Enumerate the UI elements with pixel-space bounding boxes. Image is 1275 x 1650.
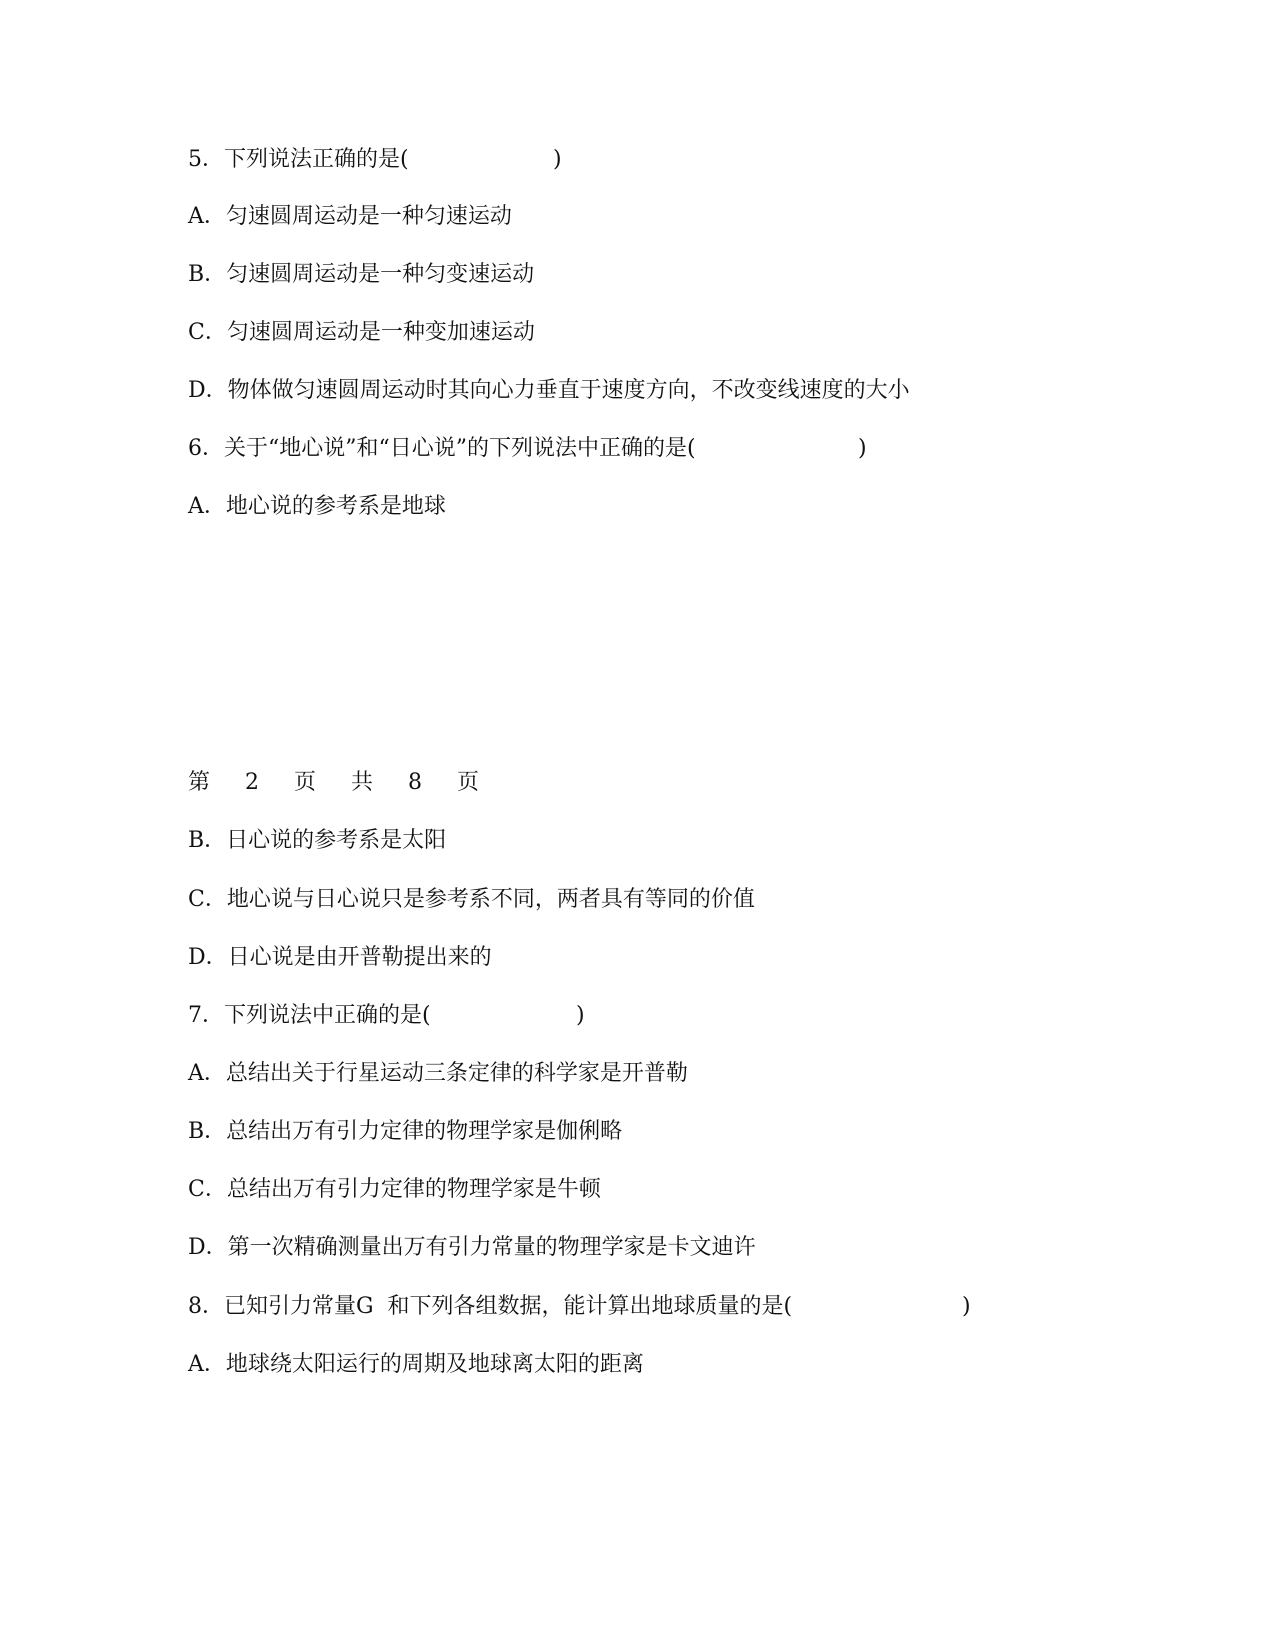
footer-ye-2: 页 — [457, 770, 480, 795]
footer-page-current: 2 — [245, 770, 260, 795]
q6-option-d: D．日心说是由开普勒提出来的 — [188, 945, 492, 970]
q7-paren-close: ) — [576, 1003, 585, 1028]
q6-option-c: C．地心说与日心说只是参考系不同，两者具有等同的价值 — [188, 887, 755, 912]
q5-option-a: A．匀速圆周运动是一种匀速运动 — [188, 204, 512, 229]
q5-stem: 5．下列说法正确的是( — [188, 147, 409, 172]
q5-option-b: B．匀速圆周运动是一种匀变速运动 — [188, 262, 535, 287]
q6-paren-close: ) — [858, 436, 867, 461]
footer-gong: 共 — [351, 770, 374, 795]
footer-ye: 页 — [294, 770, 317, 795]
q7-option-a: A．总结出关于行星运动三条定律的科学家是开普勒 — [188, 1061, 688, 1086]
footer-di: 第 — [188, 770, 211, 795]
q8-paren-close: ) — [962, 1294, 971, 1319]
footer-page-total: 8 — [408, 770, 423, 795]
q7-option-d: D．第一次精确测量出万有引力常量的物理学家是卡文迪许 — [188, 1235, 756, 1260]
q6-stem: 6．关于“地心说”和“日心说”的下列说法中正确的是( — [188, 436, 696, 461]
q5-option-c: C．匀速圆周运动是一种变加速运动 — [188, 320, 535, 345]
q5-paren-close: ) — [553, 147, 562, 172]
q8-option-a: A．地球绕太阳运行的周期及地球离太阳的距离 — [188, 1352, 644, 1377]
q7-stem: 7．下列说法中正确的是( — [188, 1003, 431, 1028]
q6-option-b: B．日心说的参考系是太阳 — [188, 828, 447, 853]
q6-option-a: A．地心说的参考系是地球 — [188, 494, 446, 519]
q7-option-c: C．总结出万有引力定律的物理学家是牛顿 — [188, 1177, 601, 1202]
q5-option-d: D．物体做匀速圆周运动时其向心力垂直于速度方向，不改变线速度的大小 — [188, 378, 910, 403]
q7-option-b: B．总结出万有引力定律的物理学家是伽俐略 — [188, 1119, 623, 1144]
page-number-footer — [188, 768, 507, 798]
q8-stem: 8．已知引力常量G 和下列各组数据，能计算出地球质量的是( — [188, 1294, 793, 1319]
